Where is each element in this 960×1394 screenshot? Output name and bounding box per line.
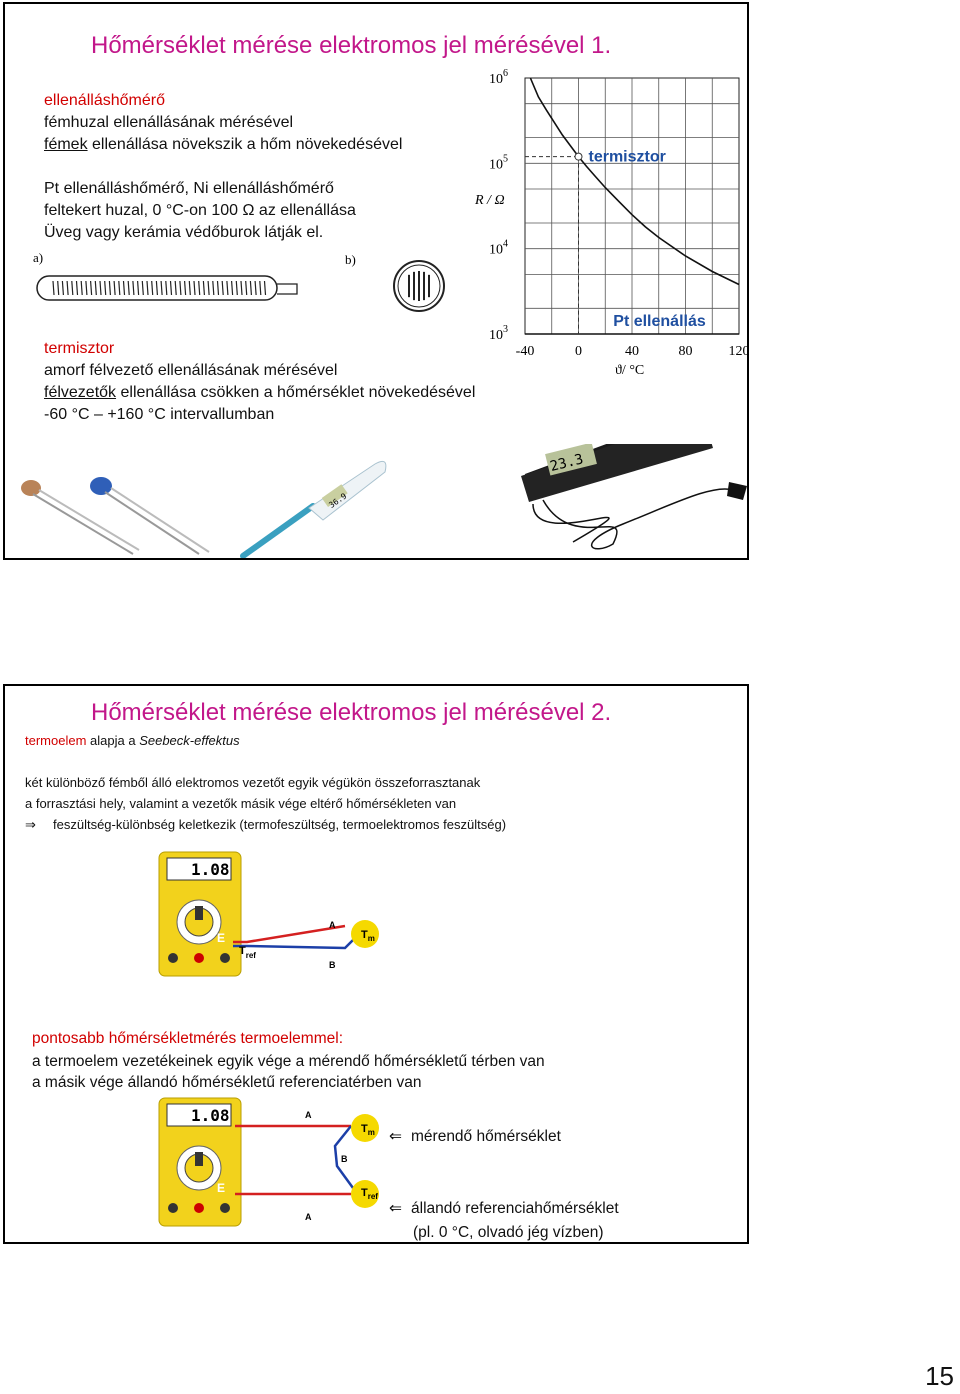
- coil-turn: [105, 281, 106, 295]
- coil-turn: [119, 281, 120, 295]
- coil-turn: [171, 281, 172, 295]
- slide-1: [3, 2, 749, 560]
- label-A-bottom: A: [305, 1212, 312, 1222]
- x-tick-label: -40: [515, 344, 535, 359]
- label-B: B: [341, 1154, 348, 1164]
- x-tick-label: 80: [678, 344, 693, 359]
- coil-turn: [189, 281, 190, 295]
- x-tick-label: 120: [728, 344, 749, 359]
- coil-turn: [203, 281, 204, 295]
- coil-turn: [91, 281, 92, 295]
- multimeter-lcd: 1.08: [191, 860, 230, 879]
- coil-turn: [53, 281, 54, 295]
- wound-sensor-disk: [394, 261, 444, 311]
- coil-turn: [100, 281, 101, 295]
- thermocouple-diagram-2: [155, 1096, 395, 1238]
- slide-2: [3, 684, 749, 1244]
- pen-lcd: 36.9: [327, 491, 349, 510]
- thermistor-heading: termisztor: [44, 340, 115, 357]
- rtd-line-3: Pt ellenálláshőmérő, Ni ellenálláshőmérő: [44, 180, 334, 197]
- coil-turn: [166, 281, 167, 295]
- coil-turn: [114, 281, 115, 295]
- thermistor-underlined-word: félvezetők: [44, 384, 117, 401]
- explanation-3-text: feszültség-különbség keletkezik (termofeszültség, termoelektromos feszültség): [53, 817, 507, 832]
- multimeter-lcd: 1.08: [191, 1106, 230, 1125]
- left-arrow: ⇐: [389, 1200, 402, 1217]
- coil-turn: [208, 281, 209, 295]
- coil-turn: [265, 281, 266, 295]
- coil-turn: [95, 281, 96, 295]
- coil-turn: [213, 281, 214, 295]
- intro-term: termoelem: [25, 733, 87, 748]
- coil-turn: [109, 281, 110, 295]
- coil-turn: [128, 281, 129, 295]
- coil-turn: [185, 281, 186, 295]
- y-tick-label: $10^5$: [489, 153, 508, 173]
- intro-text: alapja a: [86, 733, 140, 748]
- coil-turn: [142, 281, 143, 295]
- rtd-line-5: Üveg vagy kerámia védőburok látják el.: [44, 224, 324, 241]
- coil-turn: [67, 281, 68, 295]
- label-E: E: [217, 1181, 226, 1195]
- coiled-wire-sensor: [37, 276, 297, 300]
- coil-turn: [199, 281, 200, 295]
- y-tick-label: $10^3$: [489, 324, 508, 343]
- explanation-1: két különböző fémből álló elektromos vezetőt egyik végükön összeforrasztanak: [25, 775, 481, 790]
- thermistor-line-2: [44, 382, 475, 403]
- coil-turn: [194, 281, 195, 295]
- car-lcd: 23.3: [548, 451, 586, 475]
- explanation-3: [25, 816, 506, 834]
- coil-turn: [152, 281, 153, 295]
- slide-title: Hőmérséklet mérése elektromos jel mérésével 1.: [91, 32, 612, 59]
- label-Tm: $T_m$: [361, 929, 375, 943]
- rtd-sensor-figure: [29, 244, 459, 316]
- y-axis-label: R / Ω: [475, 193, 505, 208]
- slide-title: Hőmérséklet mérése elektromos jel mérésével 2.: [91, 699, 612, 726]
- rtd-line-4: feltekert huzal, 0 °C-on 100 Ω az ellenállása: [44, 202, 356, 219]
- label-A-top: A: [305, 1110, 312, 1120]
- series-label-pt: Pt ellenállás: [613, 313, 706, 330]
- coil-turn: [246, 281, 247, 295]
- reference-note: (pl. 0 °C, olvadó jég vízben): [413, 1224, 604, 1241]
- thermistor-line-2-rest: ellenállása csökken a hőmérséklet növekedésével: [116, 384, 476, 401]
- rtd-underlined-word: fémek: [44, 136, 88, 153]
- coil-turn: [236, 281, 237, 295]
- coil-turn: [180, 281, 181, 295]
- coil-turn: [81, 281, 82, 295]
- coil-turn: [58, 281, 59, 295]
- coil-turn: [86, 281, 87, 295]
- coil-turn: [161, 281, 162, 295]
- rtd-line-2: [44, 134, 402, 155]
- x-axis-label: ϑ/ °C: [615, 363, 645, 378]
- digital-pen-thermometer: [243, 461, 386, 556]
- label-E: E: [217, 931, 226, 945]
- precise-line-1: a termoelem vezetékeinek egyik vége a mérendő hőmérsékletű térben van: [32, 1053, 545, 1070]
- coil-turn: [250, 281, 251, 295]
- coil-turn: [227, 281, 228, 295]
- coil-turn: [218, 281, 219, 295]
- coil-turn: [124, 281, 125, 295]
- measured-label: [389, 1127, 561, 1147]
- label-Tref: $T_{ref}$: [361, 1187, 378, 1201]
- intro-line: [25, 732, 240, 750]
- thermistor-bead-brown: [21, 480, 139, 554]
- precise-line-2: a másik vége állandó hőmérsékletű referenciatérben van: [32, 1074, 422, 1091]
- label-Tm: $T_m$: [361, 1123, 375, 1137]
- coil-turn: [133, 281, 134, 295]
- multimeter: [159, 1098, 241, 1226]
- thermometer-photos: [13, 444, 749, 558]
- multimeter: [159, 852, 241, 976]
- page-number: 15: [925, 1361, 954, 1391]
- x-tick-label: 0: [575, 344, 582, 359]
- left-arrow: ⇐: [389, 1128, 402, 1145]
- coil-turn: [241, 281, 242, 295]
- label-B: B: [329, 960, 336, 970]
- thermistor-line-1: amorf félvezető ellenállásának mérésével: [44, 362, 338, 379]
- figure-label-a: a): [33, 250, 44, 265]
- coil-turn: [222, 281, 223, 295]
- coil-turn: [175, 281, 176, 295]
- coil-turn: [147, 281, 148, 295]
- resistance-temperature-chart: [467, 64, 749, 382]
- chart-grid: [525, 78, 739, 334]
- thermocouple-diagram-1: [155, 850, 395, 990]
- thermistor-line-3: -60 °C – +160 °C intervallumban: [44, 406, 275, 423]
- rtd-line-1: fémhuzal ellenállásának mérésével: [44, 114, 294, 131]
- y-tick-label: $10^6$: [489, 68, 508, 87]
- coil-turn: [62, 281, 63, 295]
- reference-label: [389, 1199, 619, 1219]
- series-label-thermistor: termisztor: [588, 148, 666, 166]
- y-tick-label: $10^4$: [489, 238, 508, 258]
- coil-turn: [77, 281, 78, 295]
- digital-car-thermometer: [521, 444, 747, 549]
- series-line-0: [530, 78, 739, 285]
- label-Tref: $T_{ref}$: [239, 945, 256, 960]
- thermistor-bead-blue: [90, 477, 209, 554]
- x-tick-labels: [516, 344, 749, 359]
- coil-turn: [255, 281, 256, 295]
- coil-turn: [232, 281, 233, 295]
- measured-text: mérendő hőmérséklet: [411, 1128, 561, 1145]
- coil-turn: [260, 281, 261, 295]
- coil-turn: [156, 281, 157, 295]
- x-tick-label: 40: [625, 344, 639, 359]
- reference-text: állandó referenciahőmérséklet: [411, 1200, 619, 1217]
- precise-heading: pontosabb hőmérsékletmérés termoelemmel:: [32, 1030, 343, 1047]
- rtd-line-2-rest: ellenállása növekszik a hőm növekedésével: [87, 136, 403, 153]
- coil-turn: [72, 281, 73, 295]
- coil-turn: [138, 281, 139, 295]
- figure-label-b: b): [345, 252, 356, 267]
- label-A: A: [329, 920, 336, 930]
- thermistor-marker: [575, 153, 582, 160]
- intro-effect: Seebeck-effektus: [139, 733, 240, 748]
- explanation-2: a forrasztási hely, valamint a vezetők másik vége eltérő hőmérsékleten van: [25, 796, 457, 811]
- implies-arrow: ⇒: [25, 817, 36, 832]
- rtd-heading: ellenálláshőmérő: [44, 92, 165, 109]
